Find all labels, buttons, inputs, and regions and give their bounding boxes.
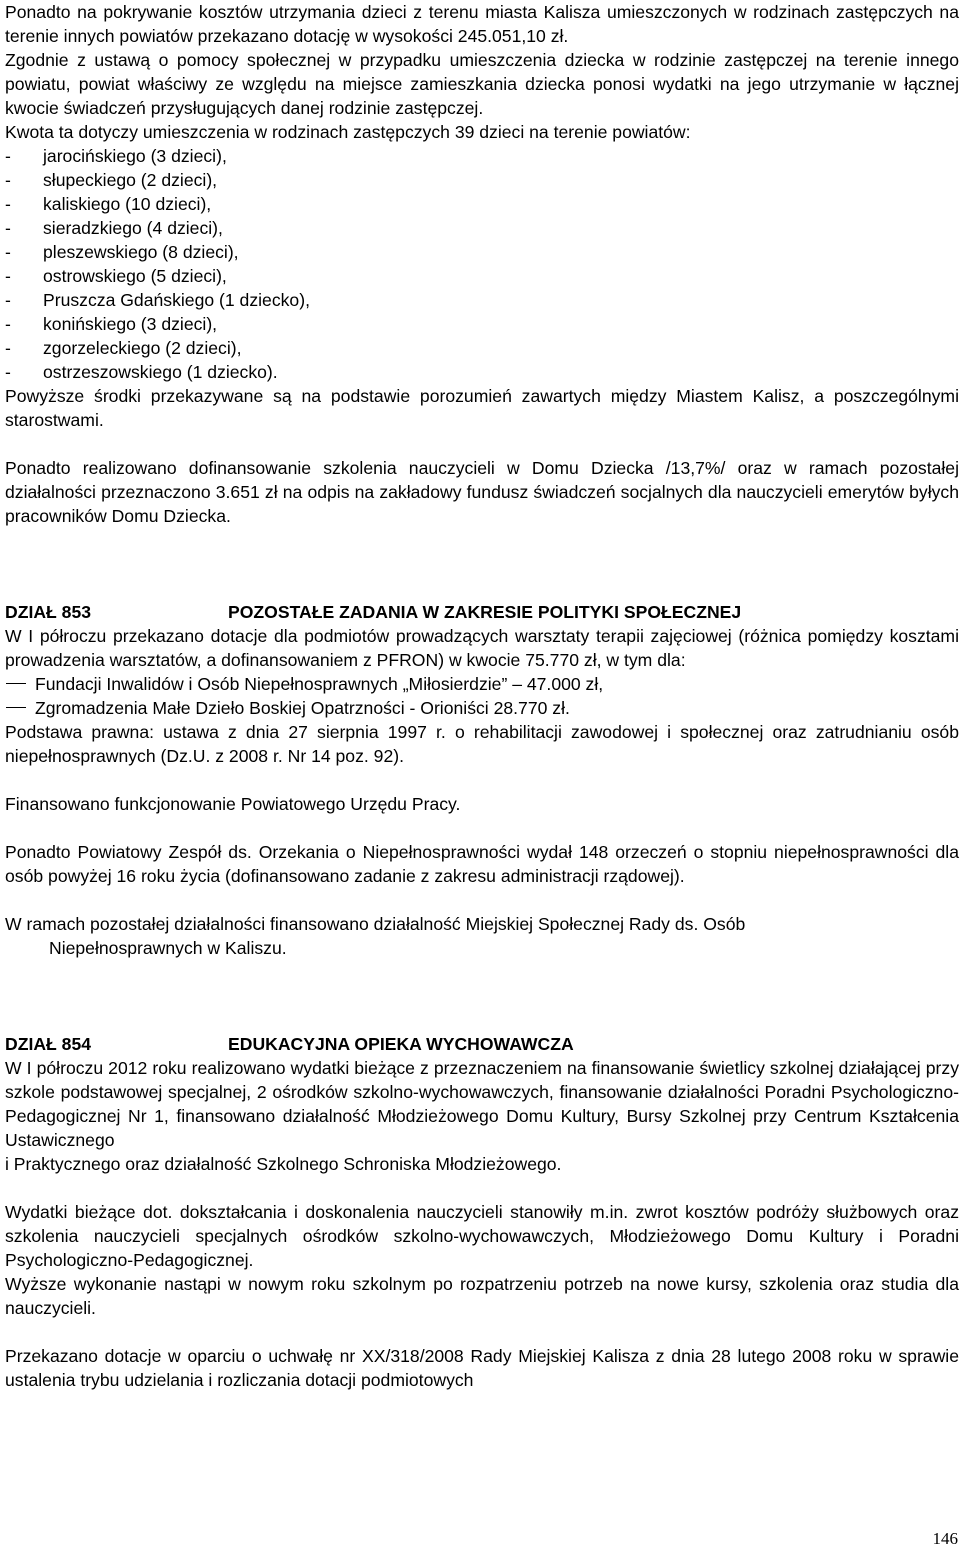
list-item: - Pruszcza Gdańskiego (1 dziecko), [5, 290, 310, 310]
dzial-854-paragraph-1-end: i Praktycznego oraz działalność Szkolnego Schroniska Młodzieżowego. [5, 1154, 562, 1174]
list-marker: - [5, 314, 11, 334]
list-marker: - [5, 242, 11, 262]
list-item: - sieradzkiego (4 dzieci), [5, 218, 223, 238]
section-number: DZIAŁ 853 [5, 602, 92, 622]
list-marker: - [5, 218, 11, 238]
intro-paragraph-2: Zgodnie z ustawą o pomocy społecznej w przypadku umieszczenia dziecka w rodzinie zastępczej na terenie innego powiatu, powiat właściwy ze względu na miejsce zamieszkania dziecka ponosi wydatki na jego utrzymanie w łącznej kwocie świadczeń przysługujących danej rodzinie zastępczej. [5, 50, 959, 118]
document-page [5, 0, 959, 1392]
section-number: DZIAŁ 854 [5, 1034, 92, 1054]
section-title: EDUKACYJNA OPIEKA WYCHOWAWCZA [228, 1034, 574, 1054]
rada-line-1: W ramach pozostałej działalności finansowano działalność Miejskiej Społecznej Rady ds. Osób [5, 914, 746, 934]
long-dash-marker [6, 707, 26, 708]
list-item: - słupeckiego (2 dzieci), [5, 170, 218, 190]
dzial-853-intro: W I półroczu przekazano dotacje dla podmiotów prowadzących warsztaty terapii zajęciowej (różnica pomiędzy kosztami prowadzenia warsztatów, a dofinansowaniem z PFRON) w kwocie 75.770 zł, w tym dla: [5, 626, 959, 670]
list-marker: - [5, 338, 11, 358]
podstawa-prawna: Podstawa prawna: ustawa z dnia 27 sierpnia 1997 r. o rehabilitacji zawodowej i społecznej oraz zatrudnianiu osób niepełnosprawnych (Dz.U. z 2008 r. Nr 14 poz. 92). [5, 722, 959, 766]
list-item: - ostrowskiego (5 dzieci), [5, 266, 227, 286]
list-item: Zgromadzenia Małe Dzieło Boskiej Opatrzności - Orioniści 28.770 zł. [5, 696, 959, 720]
dzial-854-paragraph-2: Wydatki bieżące dot. dokształcania i doskonalenia nauczycieli stanowiły m.in. zwrot kosztów podróży służbowych oraz szkolenia nauczycieli specjalnych ośrodków szkolno-wychowawczych, Młodzieżowego Domu Kultury i Poradni Psychologiczno-Pedagogicznej. [5, 1202, 959, 1270]
list-item: - ostrzeszowskiego (1 dziecko). [5, 362, 278, 382]
urzad-pracy-paragraph: Finansowano funkcjonowanie Powiatowego Urzędu Pracy. [5, 794, 461, 814]
rada-line-2: Niepełnosprawnych w Kaliszu. [49, 938, 287, 958]
list-marker: - [5, 170, 11, 190]
dotacje-list [5, 672, 959, 720]
list-item: Fundacji Inwalidów i Osób Niepełnosprawnych „Miłosierdzie” – 47.000 zł, [5, 672, 959, 696]
list-marker: - [5, 290, 11, 310]
list-marker: - [5, 194, 11, 214]
list-item: - kaliskiego (10 dzieci), [5, 194, 212, 214]
after-list-paragraph: Powyższe środki przekazywane są na podstawie porozumień zawartych między Miastem Kalisz, a poszczególnymi starostwami. [5, 386, 959, 430]
section-heading-853 [5, 600, 959, 624]
dzial-854-paragraph-4: Przekazano dotacje w oparciu o uchwałę nr XX/318/2008 Rady Miejskiej Kalisza z dnia 28 lutego 2008 roku w sprawie ustalenia trybu udzielania i rozliczania dotacji podmiotowych [5, 1346, 959, 1390]
section-heading-854 [5, 1032, 959, 1056]
list-item: - zgorzeleckiego (2 dzieci), [5, 338, 242, 358]
list-item: - konińskiego (3 dzieci), [5, 314, 218, 334]
list-marker: - [5, 146, 11, 166]
list-marker: - [5, 266, 11, 286]
dofinansowanie-paragraph: Ponadto realizowano dofinansowanie szkolenia nauczycieli w Domu Dziecka /13,7%/ oraz w ramach pozostałej działalności przeznaczono 3.651 zł na odpis na zakładowy fundusz świadczeń socjalnych dla nauczycieli emerytów byłych pracowników Domu Dziecka. [5, 458, 959, 526]
dzial-854-paragraph-1: W I półroczu 2012 roku realizowano wydatki bieżące z przeznaczeniem na finansowanie świetlicy szkolnej działającej przy szkole podstawowej specjalnej, 2 ośrodków szkolno-wychowawczych, finansowanie działalności Poradni Psychologiczno-Pedagogicznej Nr 1, finansowano działalność Młodzieżowego Domu Kultury, Bursy Szkolnej przy Centrum Kształcenia Ustawicznego [5, 1058, 959, 1150]
list-marker: - [5, 362, 11, 382]
page-number: 146 [932, 1529, 958, 1548]
section-title: POZOSTAŁE ZADANIA W ZAKRESIE POLITYKI SPOŁECZNEJ [228, 602, 742, 622]
intro-paragraph-1: Ponadto na pokrywanie kosztów utrzymania dzieci z terenu miasta Kalisza umieszczonych w rodzinach zastępczych na terenie innych powiatów przekazano dotację w wysokości 245.051,10 zł. [5, 2, 959, 46]
dzial-854-paragraph-3: Wyższe wykonanie nastąpi w nowym roku szkolnym po rozpatrzeniu potrzeb na nowe kursy, szkolenia oraz studia dla nauczycieli. [5, 1274, 959, 1318]
powiaty-list [5, 144, 959, 384]
zespol-paragraph: Ponadto Powiatowy Zespół ds. Orzekania o Niepełnosprawności wydał 148 orzeczeń o stopniu niepełnosprawności dla osób powyżej 16 roku życia (dofinansowano zadanie z zakresu administracji rządowej). [5, 842, 959, 886]
list-item: - pleszewskiego (8 dzieci), [5, 242, 239, 262]
list-item: - jarocińskiego (3 dzieci), [5, 146, 227, 166]
long-dash-marker [6, 683, 26, 684]
intro-paragraph-3: Kwota ta dotyczy umieszczenia w rodzinach zastępczych 39 dzieci na terenie powiatów: [5, 122, 691, 142]
